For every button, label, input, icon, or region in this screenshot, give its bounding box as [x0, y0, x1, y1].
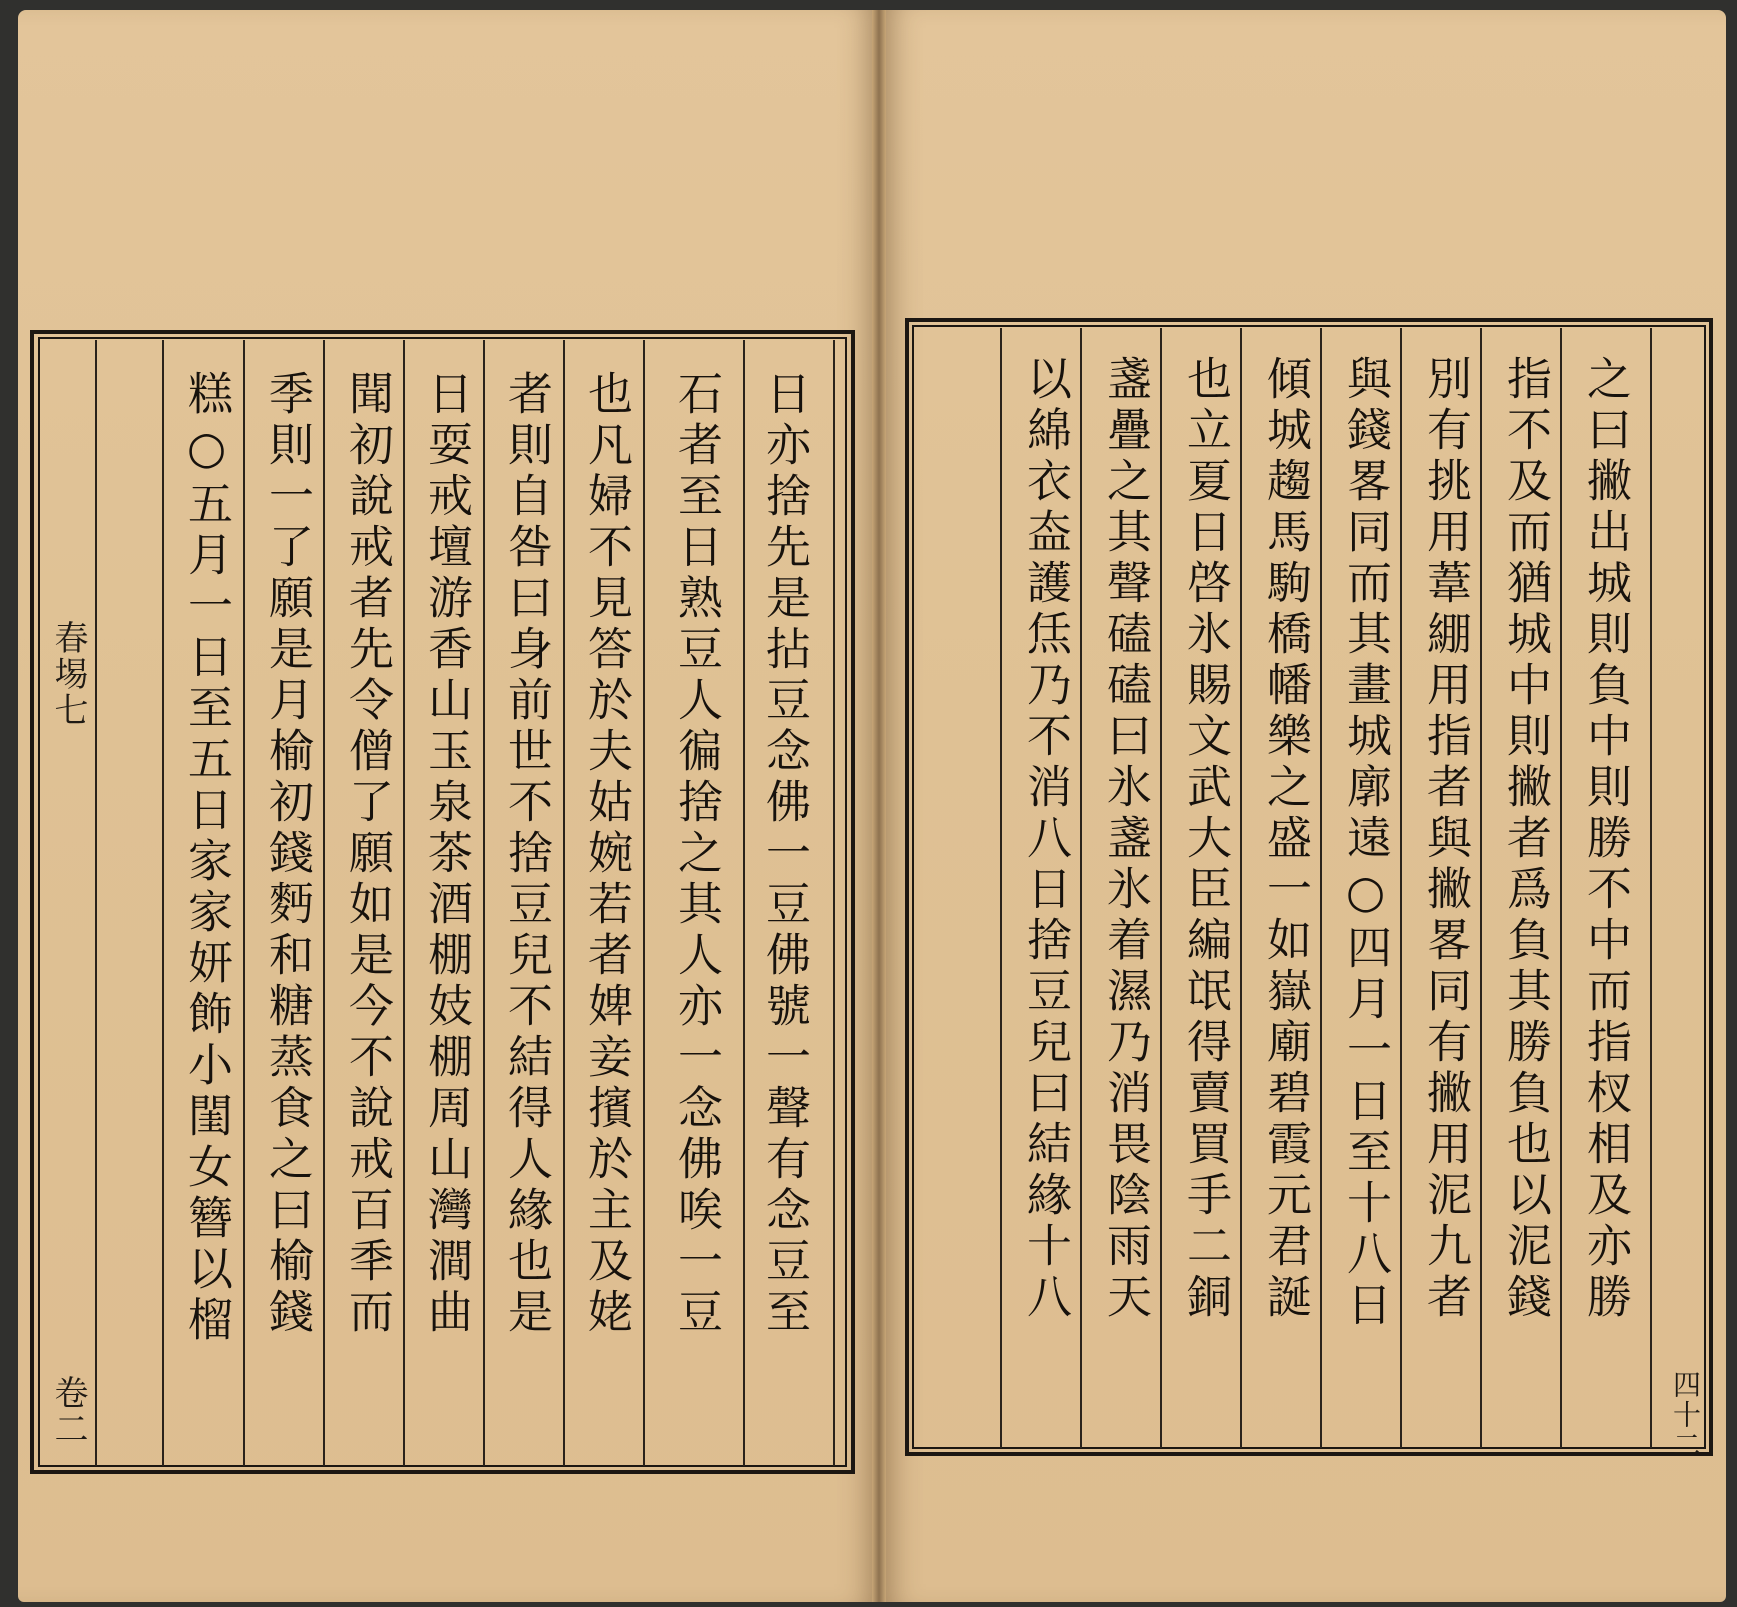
- text-column: 也立夏日啓氷賜文武大臣編氓得賣買手二銅: [1179, 355, 1232, 1324]
- text-column: 指不及而猶城中則撇者爲負其勝負也以泥錢: [1499, 355, 1552, 1324]
- text-column: 季則一了願是月榆初錢麪和糖蒸食之曰榆錢: [261, 370, 314, 1339]
- column-rule: [643, 340, 645, 1466]
- column-rule: [162, 340, 164, 1466]
- column-rule: [1240, 328, 1242, 1448]
- text-column: 日亦捨先是拈豆念佛一豆佛號一聲有念豆至: [758, 370, 811, 1339]
- text-column: 糕○五月一日至五日家家妍飾小閨女簪以榴: [180, 370, 233, 1347]
- column-rule: [95, 340, 97, 1466]
- margin-title: 春埸七: [48, 620, 88, 728]
- page-number: 四十二: [1669, 1370, 1702, 1460]
- column-rule: [563, 340, 565, 1466]
- text-column: 之曰撇出城則負中則勝不中而指杈相及亦勝: [1579, 355, 1632, 1324]
- column-rule: [323, 340, 325, 1466]
- column-rule: [1400, 328, 1402, 1448]
- text-column: 聞初說戒者先令僧了願如是今不說戒百秊而: [341, 370, 394, 1339]
- column-rule: [833, 340, 835, 1466]
- column-rule: [483, 340, 485, 1466]
- text-column: 盞疊之其聲磕磕曰氷盞氷着濕乃消畏陰雨天: [1099, 355, 1152, 1324]
- text-column: 以綿衣盇護㶵乃不消八日捨豆兒曰結緣十八: [1019, 355, 1072, 1324]
- column-rule: [1320, 328, 1322, 1448]
- book-gutter: [872, 10, 886, 1602]
- column-rule: [1560, 328, 1562, 1448]
- text-column: 也凡婦不見答於夫姑婉若者婢妾擯於主及姥: [580, 370, 633, 1339]
- column-rule: [1650, 328, 1652, 1448]
- volume-label: 卷二: [48, 1375, 88, 1447]
- text-column: 者則自咎曰身前世不捨豆兒不結得人緣也是: [500, 370, 553, 1339]
- column-rule: [1480, 328, 1482, 1448]
- column-rule: [1000, 328, 1002, 1448]
- column-rule: [403, 340, 405, 1466]
- column-rule: [743, 340, 745, 1466]
- column-rule: [1080, 328, 1082, 1448]
- text-column: 日耍戒壇游香山玉泉茶酒棚妓棚周山灣澗曲: [420, 370, 473, 1339]
- column-rule: [1160, 328, 1162, 1448]
- column-rule: [243, 340, 245, 1466]
- text-column: 傾城趨馬駒橋幡樂之盛一如嶽廟碧霞元君誕: [1259, 355, 1312, 1324]
- text-column: 與錢畧同而其畫城廓遠○四月一日至十八日: [1339, 355, 1392, 1332]
- text-column: 別有挑用葦綳用指者與撇畧同有撇用泥九者: [1419, 355, 1472, 1324]
- text-column: 石者至日熟豆人徧捨之其人亦一念佛唉一豆: [670, 370, 723, 1339]
